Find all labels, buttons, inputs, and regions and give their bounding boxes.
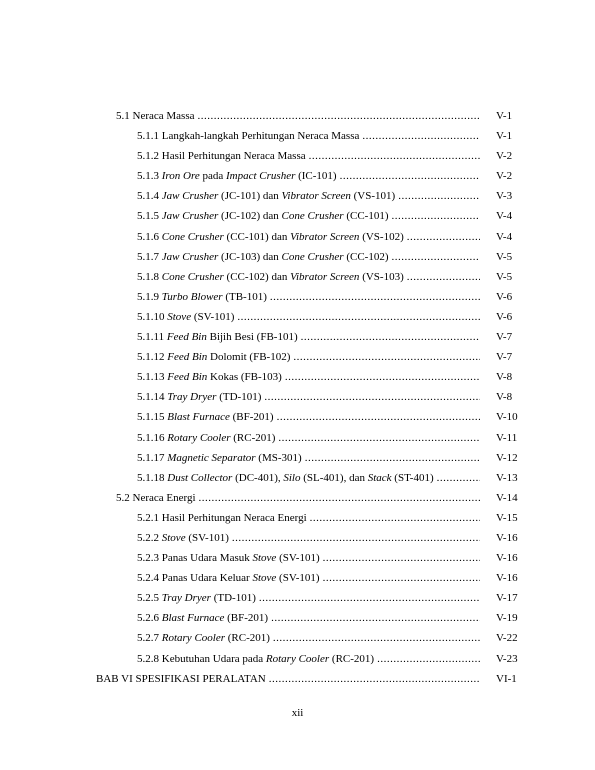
toc-title-part: 5.1.3 <box>137 170 162 183</box>
toc-entry-title <box>137 186 395 206</box>
dot-leader <box>278 428 480 448</box>
toc-entry-line <box>137 428 480 448</box>
toc-entry-title <box>137 608 268 628</box>
toc-title-part: 5.2.6 <box>137 612 162 625</box>
toc-page-number: V-5 <box>496 270 513 283</box>
dot-leader <box>437 468 480 488</box>
toc-entry-line <box>137 508 480 528</box>
toc-entry[interactable] <box>0 146 595 166</box>
toc-title-part: 5.1.17 <box>137 451 168 464</box>
toc-entry-line <box>137 166 480 186</box>
toc-entry[interactable] <box>0 669 595 689</box>
toc-entry[interactable] <box>0 548 595 568</box>
toc-page-number: V-16 <box>496 572 518 585</box>
toc-title-part: (DC-401), <box>232 471 284 484</box>
toc-title-part: BAB VI SPESIFIKASI PERALATAN <box>96 672 266 685</box>
dot-leader <box>232 528 480 548</box>
toc-entry-title <box>137 588 256 608</box>
toc-title-italic-part: Feed Bin <box>167 371 208 384</box>
toc-entry-title <box>137 327 298 347</box>
toc-entry-title <box>137 387 261 407</box>
toc-entry-title <box>137 528 229 548</box>
toc-entry-title <box>137 347 290 367</box>
toc-title-italic-part: Tray Dryer <box>161 592 211 605</box>
toc-page-number: V-6 <box>496 310 513 323</box>
toc-entry[interactable] <box>0 468 595 488</box>
toc-entry[interactable] <box>0 267 595 287</box>
toc-title-part: (RC-201) <box>230 431 276 444</box>
dot-leader <box>270 287 480 307</box>
toc-title-part: (SV-101) <box>191 310 235 323</box>
toc-entry-line <box>137 649 480 669</box>
toc-entry-title <box>137 568 320 588</box>
toc-title-part: 5.2.2 <box>137 531 162 544</box>
toc-title-part: 5.1.7 <box>137 250 162 263</box>
toc-title-part: Dolomit (FB-102) <box>207 351 291 364</box>
toc-title-part: (CC-102) <box>343 250 389 263</box>
toc-title-part: (SV-101) <box>276 572 320 585</box>
toc-title-italic-part: Stack <box>367 471 392 484</box>
toc-title-italic-part: Stove <box>252 552 277 565</box>
dot-leader <box>198 106 481 126</box>
toc-entry-title <box>137 206 388 226</box>
toc-title-part: (VS-102) <box>359 230 404 243</box>
toc-title-part: 5.1.13 <box>137 371 168 384</box>
toc-title-italic-part: Blast Furnace <box>161 612 225 625</box>
toc-title-part: 5.1.12 <box>137 351 168 364</box>
toc-title-part: 5.2.4 Panas Udara Keluar <box>137 572 253 585</box>
toc-title-italic-part: Silo <box>283 471 301 484</box>
toc-entry-line <box>137 407 480 427</box>
toc-entry[interactable] <box>0 287 595 307</box>
toc-title-part: (TB-101) <box>222 290 267 303</box>
toc-page-number: V-10 <box>496 411 518 424</box>
toc-title-part: (VS-101) <box>350 190 396 203</box>
dot-leader <box>259 588 480 608</box>
toc-page-number: V-22 <box>496 632 518 645</box>
dot-leader <box>269 669 480 689</box>
toc-title-italic-part: Stove <box>252 572 277 585</box>
toc-entry[interactable] <box>0 166 595 186</box>
dot-leader <box>323 568 480 588</box>
toc-page-number: V-7 <box>496 351 513 364</box>
toc-entry-line <box>137 327 480 347</box>
toc-entry[interactable] <box>0 367 595 387</box>
toc-title-part: 5.1.5 <box>137 210 162 223</box>
toc-entry-title <box>137 367 282 387</box>
toc-entry[interactable] <box>0 448 595 468</box>
toc-title-part: (IC-101) <box>295 170 337 183</box>
toc-title-part: 5.2.3 Panas Udara Masuk <box>137 552 253 565</box>
dot-leader <box>391 247 480 267</box>
toc-title-part: (RC-201) <box>225 632 270 645</box>
toc-page-number: V-3 <box>496 190 513 203</box>
toc-title-italic-part: Rotary Cooler <box>265 652 330 665</box>
toc-title-part: 5.1.9 <box>137 290 162 303</box>
toc-entry[interactable] <box>0 227 595 247</box>
toc-entry-line <box>137 548 480 568</box>
toc-entry-title <box>137 407 274 427</box>
toc-title-italic-part: Blast Furnace <box>167 411 230 424</box>
dot-leader <box>398 186 480 206</box>
toc-title-part: 5.2.5 <box>137 592 162 605</box>
toc-title-part: 5.2.1 Hasil Perhitungan Neraca Energi <box>137 511 307 524</box>
toc-title-italic-part: Jaw Crusher <box>161 250 219 263</box>
toc-entry-title <box>116 488 196 508</box>
toc-title-italic-part: Impact Crusher <box>226 170 296 183</box>
toc-entry-line <box>137 307 480 327</box>
toc-entry-title <box>137 448 302 468</box>
dot-leader <box>271 608 480 628</box>
toc-page-number: V-2 <box>496 150 513 163</box>
toc-entry-line <box>137 146 480 166</box>
toc-entry-title <box>137 287 267 307</box>
toc-title-part: 5.1.1 Langkah-langkah Perhitungan Neraca Massa <box>137 130 360 143</box>
toc-entry[interactable] <box>0 649 595 669</box>
toc-entry-title <box>137 649 374 669</box>
toc-page-number: V-15 <box>496 511 518 524</box>
toc-title-part: (ST-401) <box>391 471 434 484</box>
toc-entry-title <box>137 126 359 146</box>
toc-entry-title <box>116 106 195 126</box>
toc-title-italic-part: Cone Crusher <box>161 270 224 283</box>
toc-entry-title <box>96 669 266 689</box>
toc-title-part: 5.1 Neraca Massa <box>116 110 195 122</box>
toc-title-italic-part: Cone Crusher <box>161 230 224 243</box>
toc-title-part: 5.1.6 <box>137 230 162 243</box>
toc-entry-line <box>137 227 480 247</box>
toc-entry-line <box>137 247 480 267</box>
toc-entry[interactable] <box>0 247 595 267</box>
toc-entry-line <box>137 287 480 307</box>
toc-title-part: (RC-201) <box>329 652 375 665</box>
toc-title-part: 5.1.4 <box>137 190 162 203</box>
toc-entry-line <box>137 186 480 206</box>
dot-leader <box>285 367 480 387</box>
toc-title-part: (BF-201) <box>224 612 269 625</box>
toc-entry[interactable] <box>0 608 595 628</box>
toc-entry[interactable] <box>0 327 595 347</box>
toc-entry-title <box>137 508 307 528</box>
toc-title-part: (JC-101) dan <box>218 190 282 203</box>
toc-title-part: (SV-101) <box>276 552 320 565</box>
dot-leader <box>277 407 480 427</box>
table-of-contents <box>0 106 595 689</box>
toc-title-italic-part: Tray Dryer <box>167 391 217 404</box>
toc-entry-line <box>137 568 480 588</box>
toc-entry-line <box>137 387 480 407</box>
toc-page-number: V-12 <box>496 451 518 464</box>
toc-page-number: V-6 <box>496 290 513 303</box>
toc-title-part: (TD-101) <box>216 391 262 404</box>
toc-page-number: V-19 <box>496 612 518 625</box>
toc-title-italic-part: Turbo Blower <box>161 290 223 303</box>
toc-title-part: 5.2.7 <box>137 632 162 645</box>
toc-page-number: V-23 <box>496 652 518 665</box>
dot-leader <box>309 146 480 166</box>
toc-title-italic-part: Cone Crusher <box>281 210 344 223</box>
toc-title-part: (BF-201) <box>229 411 274 424</box>
toc-entry-line <box>137 347 480 367</box>
toc-page-number: V-8 <box>496 391 513 404</box>
toc-page-number: V-16 <box>496 552 518 565</box>
toc-title-part: 5.1.8 <box>137 270 162 283</box>
toc-title-italic-part: Vibrator Screen <box>281 190 351 203</box>
toc-page-number: V-5 <box>496 250 513 263</box>
toc-entry-title <box>137 548 320 568</box>
toc-title-part: 5.1.2 Hasil Perhitungan Neraca Massa <box>137 150 306 163</box>
toc-title-italic-part: Vibrator Screen <box>290 270 360 283</box>
dot-leader <box>340 166 480 186</box>
toc-entry[interactable] <box>0 186 595 206</box>
toc-page-number: V-8 <box>496 371 513 384</box>
toc-title-italic-part: Iron Ore <box>161 170 200 183</box>
toc-page-number: V-1 <box>496 110 513 122</box>
toc-title-italic-part: Stove <box>161 531 186 544</box>
toc-entry-line <box>137 367 480 387</box>
dot-leader <box>377 649 480 669</box>
dot-leader <box>407 267 480 287</box>
toc-title-italic-part: Feed Bin <box>166 331 207 344</box>
toc-title-part: 5.2 Neraca Energi <box>116 491 196 504</box>
toc-title-part: pada <box>199 170 226 183</box>
toc-entry[interactable] <box>0 407 595 427</box>
dot-leader <box>305 448 480 468</box>
toc-entry[interactable] <box>0 628 595 648</box>
dot-leader <box>273 628 480 648</box>
toc-entry-title <box>137 307 234 327</box>
toc-title-part: (CC-101) <box>343 210 389 223</box>
toc-page-number: V-1 <box>496 130 513 143</box>
toc-title-part: 5.1.10 <box>137 310 168 323</box>
toc-entry-line <box>137 448 480 468</box>
dot-leader <box>237 307 480 327</box>
toc-entry-title <box>137 428 275 448</box>
dot-leader <box>301 327 480 347</box>
toc-entry[interactable] <box>0 347 595 367</box>
dot-leader <box>264 387 480 407</box>
toc-title-italic-part: Magnetic Separator <box>167 451 256 464</box>
toc-page-number: V-4 <box>496 210 513 223</box>
toc-title-part: (SL-401), dan <box>300 471 368 484</box>
toc-page-number: V-4 <box>496 230 513 243</box>
toc-page-number: V-11 <box>496 431 518 444</box>
toc-entry-line <box>116 106 480 126</box>
toc-title-italic-part: Rotary Cooler <box>161 632 225 645</box>
dot-leader <box>391 206 480 226</box>
dot-leader <box>310 508 480 528</box>
toc-title-part: Kokas (FB-103) <box>207 371 282 384</box>
toc-title-italic-part: Feed Bin <box>167 351 208 364</box>
toc-entry-line <box>137 588 480 608</box>
dot-leader <box>323 548 480 568</box>
toc-entry-line <box>137 628 480 648</box>
toc-entry[interactable] <box>0 588 595 608</box>
toc-entry-title <box>137 247 388 267</box>
dot-leader <box>362 126 480 146</box>
toc-entry-line <box>137 468 480 488</box>
toc-entry-line <box>96 669 480 689</box>
toc-entry[interactable] <box>0 568 595 588</box>
toc-entry[interactable] <box>0 307 595 327</box>
toc-entry-title <box>137 227 404 247</box>
toc-entry-title <box>137 468 434 488</box>
toc-title-italic-part: Dust Collector <box>167 471 233 484</box>
toc-entry[interactable] <box>0 508 595 528</box>
toc-entry-line <box>137 126 480 146</box>
toc-entry-title <box>137 267 404 287</box>
toc-page-number: V-2 <box>496 170 513 183</box>
toc-title-part: (VS-103) <box>359 270 404 283</box>
dot-leader <box>407 227 480 247</box>
page-number: xii <box>291 707 304 719</box>
toc-title-part: (SV-101) <box>185 531 229 544</box>
toc-entry-line <box>137 528 480 548</box>
toc-entry[interactable] <box>0 488 595 508</box>
toc-title-part: Bijih Besi (FB-101) <box>206 331 298 344</box>
toc-page-number: V-17 <box>496 592 518 605</box>
toc-title-part: (JC-103) dan <box>218 250 282 263</box>
toc-title-part: 5.1.18 <box>137 471 168 484</box>
toc-page-number: V-7 <box>496 331 513 344</box>
toc-entry[interactable] <box>0 387 595 407</box>
toc-title-italic-part: Vibrator Screen <box>290 230 360 243</box>
toc-entry-title <box>137 628 270 648</box>
toc-page-number: V-14 <box>496 491 518 504</box>
toc-title-italic-part: Jaw Crusher <box>161 210 219 223</box>
toc-entry-line <box>137 267 480 287</box>
toc-page-number: V-13 <box>496 471 518 484</box>
toc-title-part: 5.1.11 <box>137 331 167 344</box>
toc-entry-line <box>116 488 480 508</box>
toc-entry[interactable] <box>0 528 595 548</box>
toc-entry-line <box>137 206 480 226</box>
toc-page-number: VI-1 <box>496 672 517 685</box>
toc-title-part: (CC-101) dan <box>223 230 291 243</box>
toc-title-part: 5.2.8 Kebutuhan Udara pada <box>137 652 266 665</box>
toc-title-part: (JC-102) dan <box>218 210 282 223</box>
toc-entry[interactable] <box>0 206 595 226</box>
toc-entry[interactable] <box>0 428 595 448</box>
toc-page-number: V-16 <box>496 531 518 544</box>
toc-title-part: (CC-102) dan <box>223 270 291 283</box>
toc-entry-line <box>137 608 480 628</box>
toc-title-part: (TD-101) <box>210 592 256 605</box>
toc-title-part: 5.1.14 <box>137 391 168 404</box>
toc-entry[interactable] <box>0 126 595 146</box>
toc-entry-title <box>137 146 306 166</box>
toc-title-italic-part: Jaw Crusher <box>161 190 219 203</box>
toc-entry[interactable] <box>0 106 595 126</box>
toc-title-italic-part: Cone Crusher <box>281 250 344 263</box>
dot-leader <box>293 347 480 367</box>
toc-title-part: 5.1.15 <box>137 411 168 424</box>
dot-leader <box>199 488 480 508</box>
toc-entry-title <box>137 166 337 186</box>
toc-title-italic-part: Rotary Cooler <box>167 431 231 444</box>
toc-title-italic-part: Stove <box>167 310 192 323</box>
toc-title-part: (MS-301) <box>255 451 302 464</box>
toc-title-part: 5.1.16 <box>137 431 168 444</box>
